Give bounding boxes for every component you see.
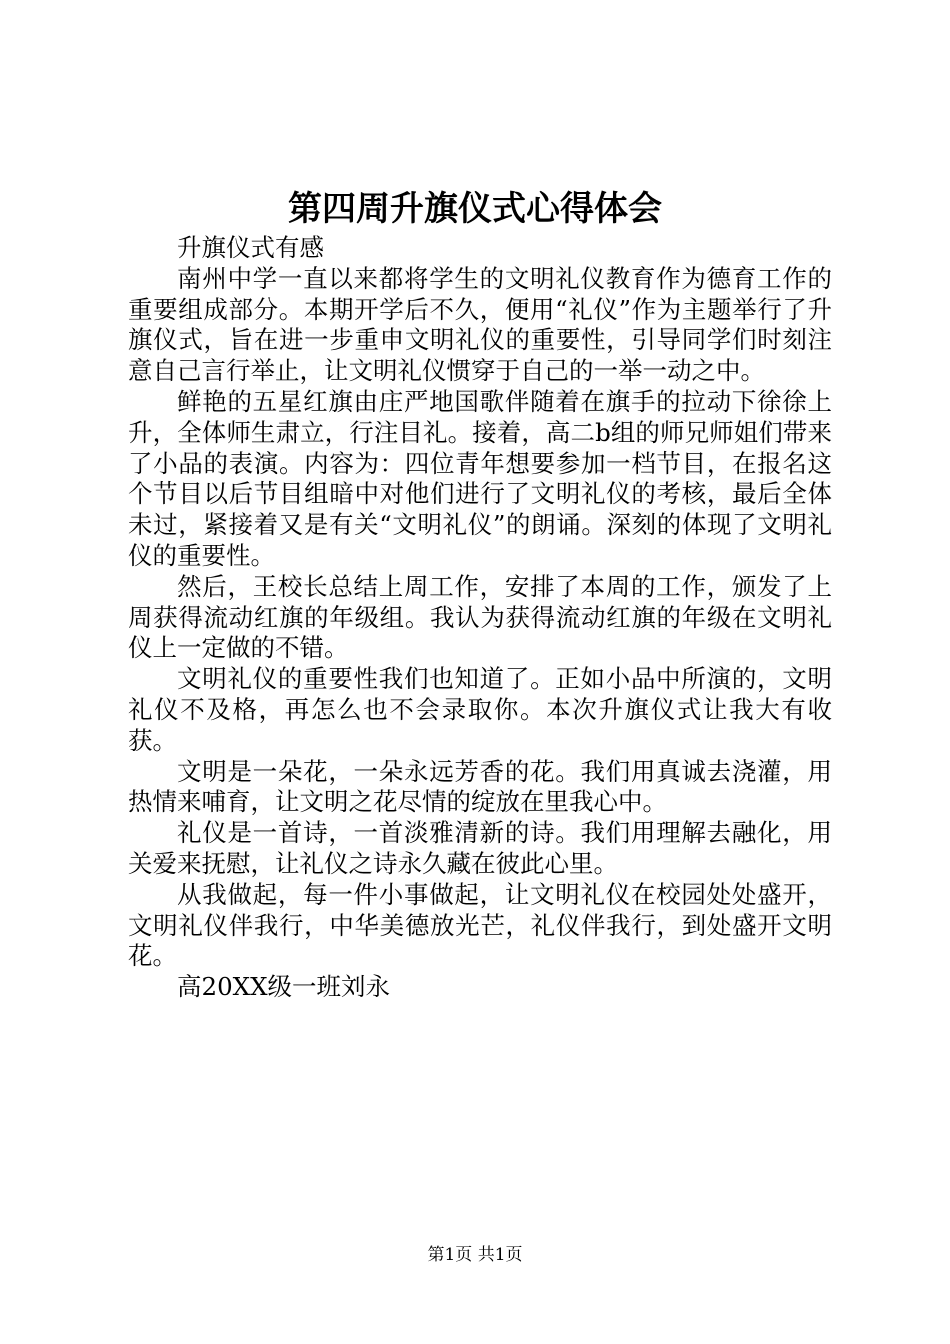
- body-paragraph: 文明礼仪的重要性我们也知道了。正如小品中所演的，文明礼仪不及格，再怎么也不会录取你。本次升旗仪式让我大有收获。: [128, 664, 832, 755]
- document-body: [128, 233, 832, 1003]
- body-paragraph: 南州中学一直以来都将学生的文明礼仪教育作为德育工作的重要组成部分。本期开学后不久，便用“礼仪”作为主题举行了升旗仪式，旨在进一步重申文明礼仪的重要性，引导同学们时刻注意自己言行举止，让文明礼仪惯穿于自己的一举一动之中。: [128, 263, 832, 386]
- body-paragraph: 文明是一朵花，一朵永远芳香的花。我们用真诚去浇灌，用热情来哺育，让文明之花尽情的绽放在里我心中。: [128, 756, 832, 817]
- body-paragraph: 然后，王校长总结上周工作，安排了本周的工作，颁发了上周获得流动红旗的年级组。我认为获得流动红旗的年级在文明礼仪上一定做的不错。: [128, 571, 832, 663]
- author-signature: 高20XX级一班刘永: [177, 972, 391, 1002]
- body-paragraph: 从我做起，每一件小事做起，让文明礼仪在校园处处盛开，文明礼仪伴我行，中华美德放光芒，礼仪伴我行，到处盛开文明花。: [128, 879, 832, 971]
- document-title: 第四周升旗仪式心得体会: [288, 189, 662, 229]
- body-paragraph: 鲜艳的五星红旗由庄严地国歌伴随着在旗手的拉动下徐徐上升，全体师生肃立，行注目礼。接着，高二b组的师兄师姐们带来了小品的表演。内容为：四位青年想要参加一档节目，在报名这个节目以后节目组暗中对他们进行了文明礼仪的考核，最后全体未过，紧接着又是有关“文明礼仪”的朗诵。深刻的体现了文明礼仪的重要性。: [128, 386, 832, 570]
- page-footer: 第1页 共1页: [427, 1245, 523, 1265]
- body-paragraph: 礼仪是一首诗，一首淡雅清新的诗。我们用理解去融化，用关爱来抚慰，让礼仪之诗永久藏在彼此心里。: [128, 818, 832, 878]
- subtitle-paragraph: 升旗仪式有感: [177, 233, 324, 262]
